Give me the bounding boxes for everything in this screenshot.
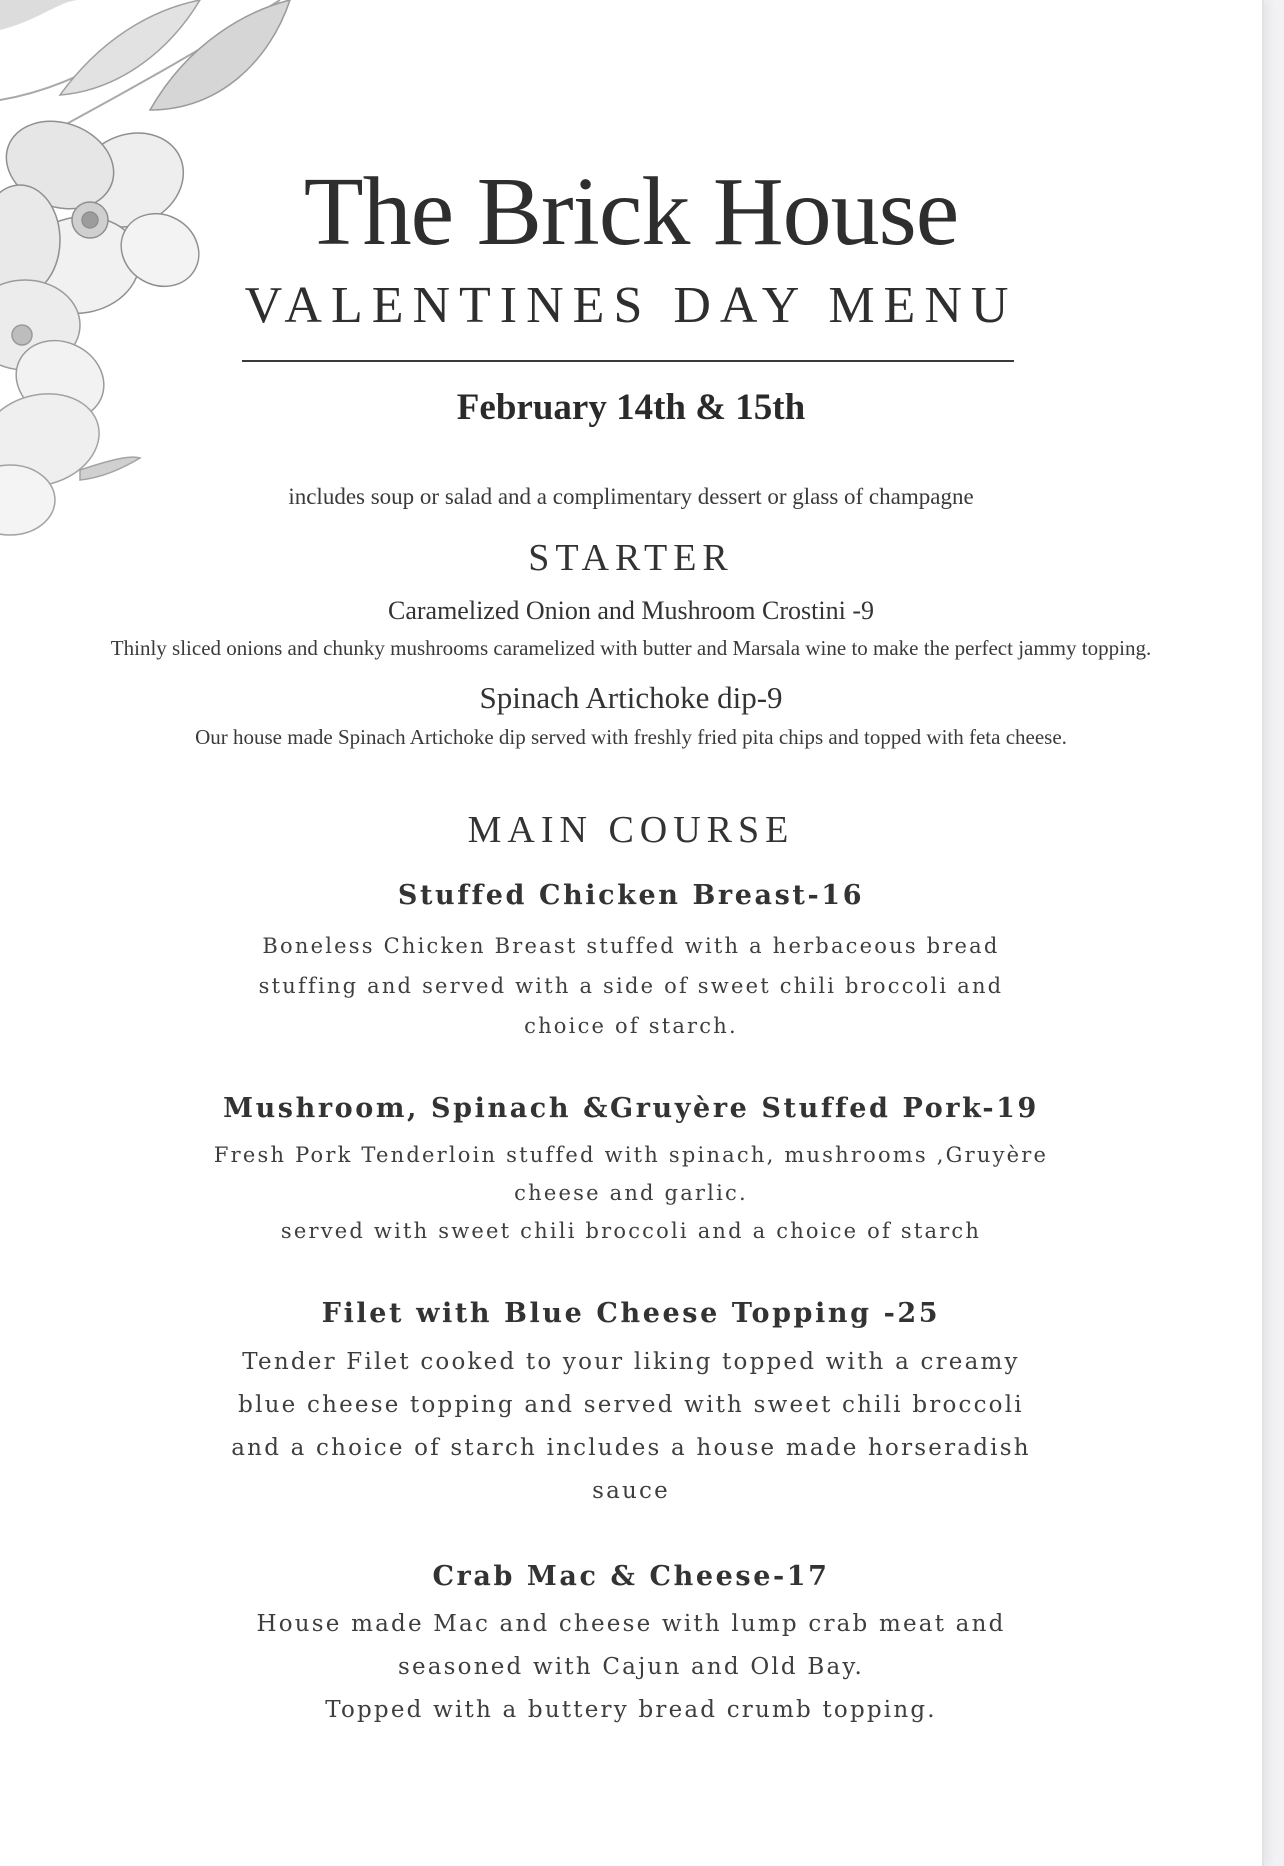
description-line: served with sweet chili broccoli and a choice of starch [280, 1219, 982, 1243]
main-item-description [0, 1136, 1262, 1250]
starter-item-name: Caramelized Onion and Mushroom Crostini -9 [388, 596, 874, 625]
description-line: House made Mac and cheese with lump crab meat and [256, 1611, 1006, 1637]
starter-heading: STARTER [528, 537, 734, 579]
main-item-name: Mushroom, Spinach &Gruyère Stuffed Pork-19 [223, 1093, 1039, 1124]
menu-includes-note: includes soup or salad and a complimentary dessert or glass of champagne [288, 484, 974, 509]
description-line: choice of starch. [524, 1014, 738, 1038]
main-item-description [0, 926, 1262, 1046]
main-item-name: Crab Mac & Cheese-17 [432, 1561, 830, 1592]
description-line: Tender Filet cooked to your liking topped with a creamy [242, 1349, 1020, 1375]
description-line: seasoned with Cajun and Old Bay. [397, 1654, 865, 1680]
description-line: blue cheese topping and served with sweet chili broccoli [238, 1392, 1024, 1418]
starter-item-description: Thinly sliced onions and chunky mushrooms caramelized with butter and Marsala wine to make the perfect jammy topping. [110, 636, 1152, 660]
description-line: Boneless Chicken Breast stuffed with a herbaceous bread [262, 934, 1000, 958]
starter-item-description: Our house made Spinach Artichoke dip served with freshly fried pita chips and topped with feta cheese. [195, 725, 1067, 749]
main-course-heading: MAIN COURSE [467, 809, 795, 851]
main-item-description [0, 1603, 1262, 1732]
description-line: stuffing and served with a side of sweet chili broccoli and [258, 974, 1004, 998]
description-line: Fresh Pork Tenderloin stuffed with spinach, mushrooms ,Gruyère [213, 1143, 1049, 1167]
starter-item-name: Spinach Artichoke dip-9 [479, 680, 783, 715]
main-item-name: Filet with Blue Cheese Topping -25 [321, 1298, 941, 1329]
description-line: sauce [592, 1478, 670, 1504]
menu-dates: February 14th & 15th [456, 387, 806, 428]
restaurant-name: The Brick House [303, 158, 959, 266]
main-item-description [0, 1341, 1262, 1513]
description-line: Topped with a buttery bread crumb topping. [325, 1697, 937, 1723]
menu-subtitle: VALENTINES DAY MENU [244, 277, 1018, 334]
description-line: cheese and garlic. [514, 1181, 748, 1205]
description-line: and a choice of starch includes a house made horseradish [231, 1435, 1031, 1461]
main-item-name: Stuffed Chicken Breast-16 [397, 880, 865, 911]
title-divider [242, 360, 1014, 362]
